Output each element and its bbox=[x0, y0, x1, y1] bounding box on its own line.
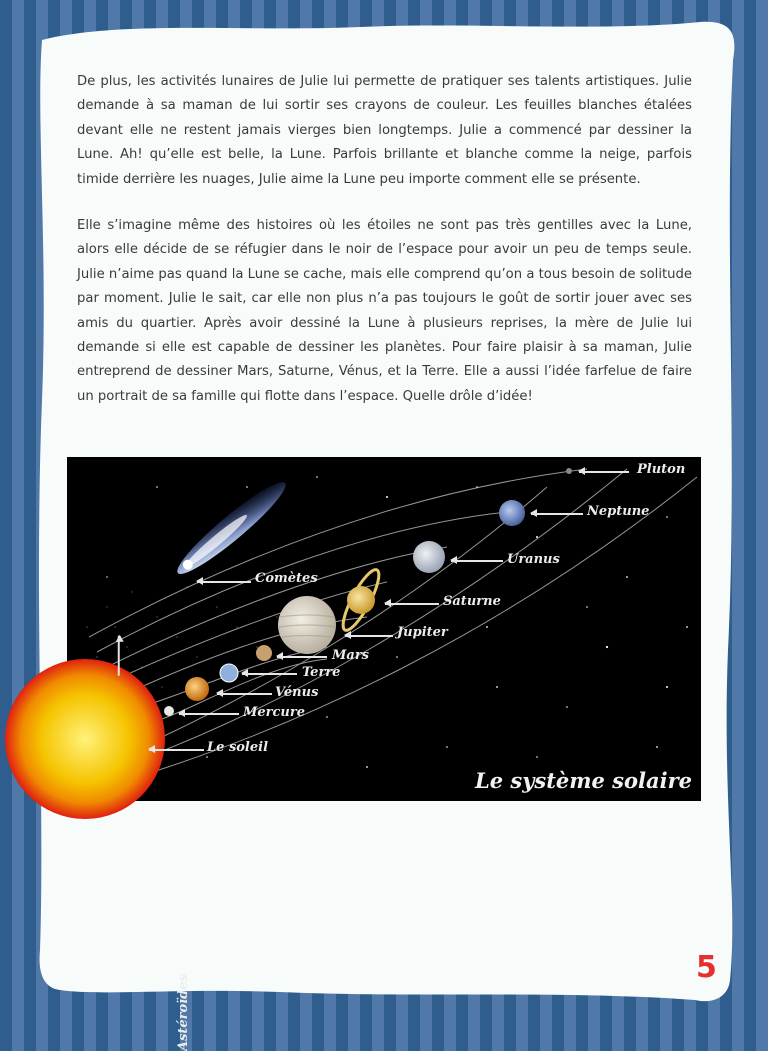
arrow-pluton bbox=[579, 471, 629, 473]
label-asteroides: Astéroïdes bbox=[176, 974, 191, 1051]
mercury bbox=[164, 706, 174, 716]
arrow-soleil bbox=[149, 749, 204, 751]
paragraph-2: Elle s’imagine même des histoires où les étoiles ne sont pas très gentilles avec la Lune, alors elle décide de se réfugier dans le noir de l’espace pour avoir un peu de temps seule. Julie n’aime pas quand la Lune se cache, mais elle comprend qu’on a tous besoin de solitude par moment. Julie le sait, car elle non plus n’a pas toujours le goût de sortir jouer avec ses amis du quartier. Après avoir dessiné la Lune à plusieurs reprises, la mère de Julie lui demande si elle est capable de dessiner les planètes. Pour faire plaisir à sa maman, Julie entreprend de dessiner Mars, Saturne, Vénus, et la Terre. Elle a aussi l’idée farfelue de faire un portrait de sa famille qui flotte dans l’espace. Quelle drôle d’idée! bbox=[77, 218, 692, 404]
label-neptune: Neptune bbox=[587, 504, 650, 519]
paragraph-1: De plus, les activités lunaires de Julie lui permette de pratiquer ses talents artistiques. Julie demande à sa maman de lui sortir ses crayons de couleur. Les feuilles blanches étalées devant elle ne restent jamais vierges bien longtemps. Julie a commencé par dessiner la Lune. Ah! qu’elle est belle, la Lune. Parfois brillante et blanche comme la neige, parfois timide derrière les nuages, Julie aime la Lune peu importe comment elle se présente. bbox=[77, 74, 692, 187]
page-number: 5 bbox=[696, 950, 717, 985]
label-terre: Terre bbox=[302, 665, 341, 680]
label-mercure: Mercure bbox=[243, 705, 305, 720]
arrow-saturne bbox=[385, 603, 439, 605]
stars bbox=[106, 476, 688, 768]
label-uranus: Uranus bbox=[507, 552, 560, 567]
pluto bbox=[566, 468, 572, 474]
figure-caption: Le système solaire bbox=[474, 768, 692, 793]
earth bbox=[220, 664, 238, 682]
label-jupiter: Jupiter bbox=[397, 625, 448, 640]
neptune bbox=[499, 500, 525, 526]
arrow-asteroides bbox=[118, 636, 120, 676]
arrow-jupiter bbox=[345, 635, 393, 637]
saturn bbox=[337, 566, 385, 634]
arrow-mercure bbox=[179, 713, 239, 715]
label-mars: Mars bbox=[332, 648, 369, 663]
sun bbox=[5, 659, 165, 819]
arrow-neptune bbox=[531, 513, 583, 515]
story-text bbox=[77, 70, 692, 431]
label-cometes: Comètes bbox=[255, 571, 318, 586]
label-venus: Vénus bbox=[275, 685, 319, 700]
venus bbox=[185, 677, 209, 701]
label-asteroides-group bbox=[176, 974, 205, 1051]
arrow-cometes bbox=[197, 581, 251, 583]
uranus bbox=[413, 541, 445, 573]
arrow-terre bbox=[242, 673, 297, 675]
mars bbox=[256, 645, 272, 661]
label-soleil: Le soleil bbox=[207, 740, 269, 755]
comet bbox=[170, 474, 293, 582]
arrow-uranus bbox=[451, 560, 503, 562]
label-pluton: Pluton bbox=[637, 462, 686, 477]
label-saturne: Saturne bbox=[443, 594, 501, 609]
arrow-venus bbox=[217, 693, 272, 695]
arrow-mars bbox=[277, 656, 327, 658]
solar-system-image bbox=[67, 457, 701, 1051]
